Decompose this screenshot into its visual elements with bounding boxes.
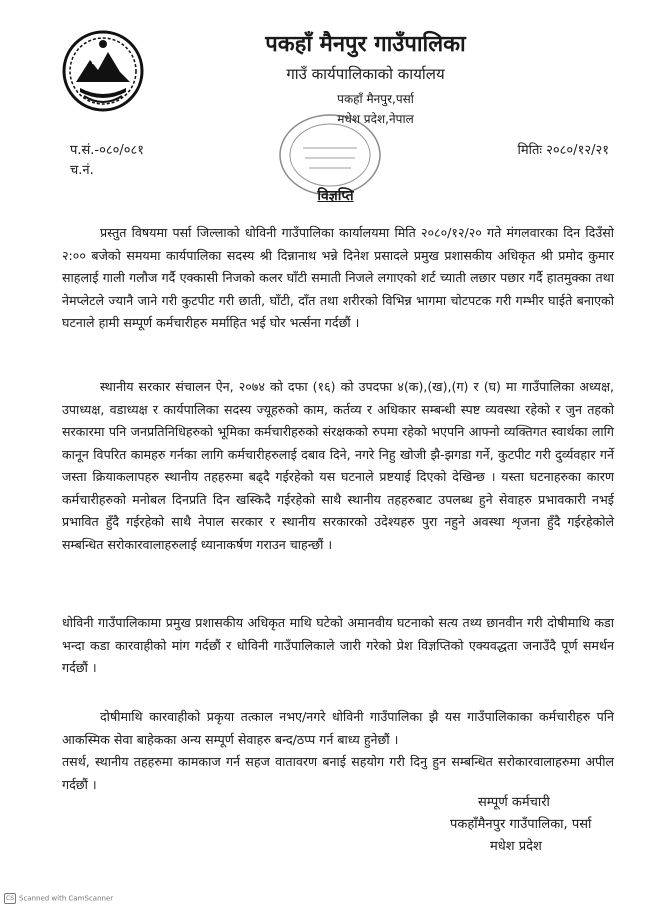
camscanner-logo-icon: CS <box>6 895 14 902</box>
paragraph-text: तसर्थ, स्थानीय तहहरुमा कामकाज गर्न सहज वातावरण बनाई सहयोग गरी दिनु हुन सम्बन्धित सरोकारवालाहरुमा अपील गर्दछौं । <box>62 754 614 792</box>
signature-line-3: मधेश प्रदेश <box>490 839 542 854</box>
office-subtitle: गाउँ कार्यपालिकाको कार्यालय <box>286 65 445 83</box>
paragraph-4 <box>62 706 614 796</box>
scanner-watermark <box>4 893 113 904</box>
watermark-text: Scanned with CamScanner <box>19 894 114 903</box>
paragraph-2 <box>62 376 614 556</box>
office-address-line2: मधेश प्रदेश,नेपाल <box>337 112 414 126</box>
dispatch-number: च.नं. <box>70 163 94 178</box>
paragraph-text: प्रस्तुत विषयमा पर्सा जिल्लाको धोविनी गाउँपालिका कार्यालयमा मिति २०८०/१२/२० गते मंगलवारका दिन दिउँसो २:०० बजेको समयमा कार्यपालिका सदस्य श्री दिन्नानाथ भन्ने दिनेश प्रसादले प्रमुख प्रशासकीय अधिकृत श्री प्रमोद कुमार साहलाई गाली गलौज गर्दै एक्कासी निजको कलर घाँटी समाती निजले लगाएको शर्ट च्याती लछार पछार गर्दै हातमुक्का तथा नेमप्लेटले ज्यानै जाने गरी कुटपीट गरी छाती, घाँटी, दाँत तथा शरीरको विभिन्न भागमा चोटपटक गरी गम्भीर घाईते बनाएको घटनाले हामी सम्पूर्ण कर्मचारीहरु मर्माहित भई घोर भर्त्सना गर्दछौं । <box>62 225 614 330</box>
signature-line-1: सम्पूर्ण कर्मचारी <box>478 795 550 810</box>
office-title: पकहाँ मैनपुर गाउँपालिका <box>265 32 466 57</box>
paragraph-3 <box>62 612 614 680</box>
signature-line-2: पकहाँमैनपुर गाउँपालिका, पर्सा <box>450 817 592 832</box>
paragraph-text: स्थानीय सरकार संचालन ऐन, २०७४ को दफा (१६) को उपदफा ४(क),(ख),(ग) र (घ) मा गाउँपालिका अध्यक्ष, उपाध्यक्ष, वडाध्यक्ष र कार्यपालिका सदस्य ज्यूहरुको काम, कर्तव्य र अधिकार सम्बन्धी स्पष्ट व्यवस्था रहेको र जुन तहको सरकारमा पनि जनप्रतिनिधिहरुको भूमिका कर्मचारीहरुको संरक्षकको रुपमा रहेको भएपनि आफ्नो व्यक्तिगत स्वार्थका लागि कानून विपरित कामहरु गर्नका लागि कर्मचारीहरुलाई दबाव दिने, नगरे निहु खोजी झै-झगडा गर्ने, कुटपीट गरी दुर्व्यवहार गर्ने जस्ता क्रियाकलापहरु स्थानीय तहहरुमा बढ्दै गईरहेको यस घटनाले प्रष्टयाई दिएको देखिन्छ । यस्ता घटनाहरुका कारण कर्मचारीहरुको मनोबल दिनप्रति दिन खस्किदै गईरहेको साथै स्थानीय तहहरुबाट उपलब्ध हुने सेवाहरु प्रभावकारी नभई प्रभावित हुँदै गईरहेको साथै नेपाल सरकार र स्थानीय सरकारको उदेश्यहरु पुरा नहुने अवस्था शृजना हुँदै गईरहेकोले सम्बन्धित सरोकारवालाहरुलाई ध्यानाकर्षण गराउन चाहन्छौं । <box>62 379 614 552</box>
reference-number: प.सं.-०८०/०८१ <box>70 143 145 158</box>
paragraph-1 <box>62 222 614 335</box>
notice-subject: विज्ञप्ति <box>317 188 354 204</box>
office-address-line1: पकहाँ मैनपुर,पर्सा <box>337 92 414 106</box>
notice-date: मितिः २०८०/१२/२१ <box>517 143 609 158</box>
paragraph-text: धोविनी गाउँपालिकामा प्रमुख प्रशासकीय अधिकृत माथि घटेको अमानवीय घटनाको सत्य तथ्य छानवीन गरी दोषीमाथि कडा भन्दा कडा कारवाहीको मांग गर्दछौं र धोविनी गाउँपालिकाले जारी गरेको प्रेश विज्ञप्तिको एक्यवद्धता जनाउँदै पूर्ण समर्थन गर्दछौं । <box>62 615 614 675</box>
paragraph-text: दोषीमाथि कारवाहीको प्रकृया तत्काल नभए/नगरे धोविनी गाउँपालिका झै यस गाउँपालिकाका कर्मचारीहरु पनि आकस्मिक सेवा बाहेकका अन्य सम्पूर्ण सेवाहरु बन्द/ठप्प गर्न बाध्य हुनेछौं । <box>62 709 614 747</box>
